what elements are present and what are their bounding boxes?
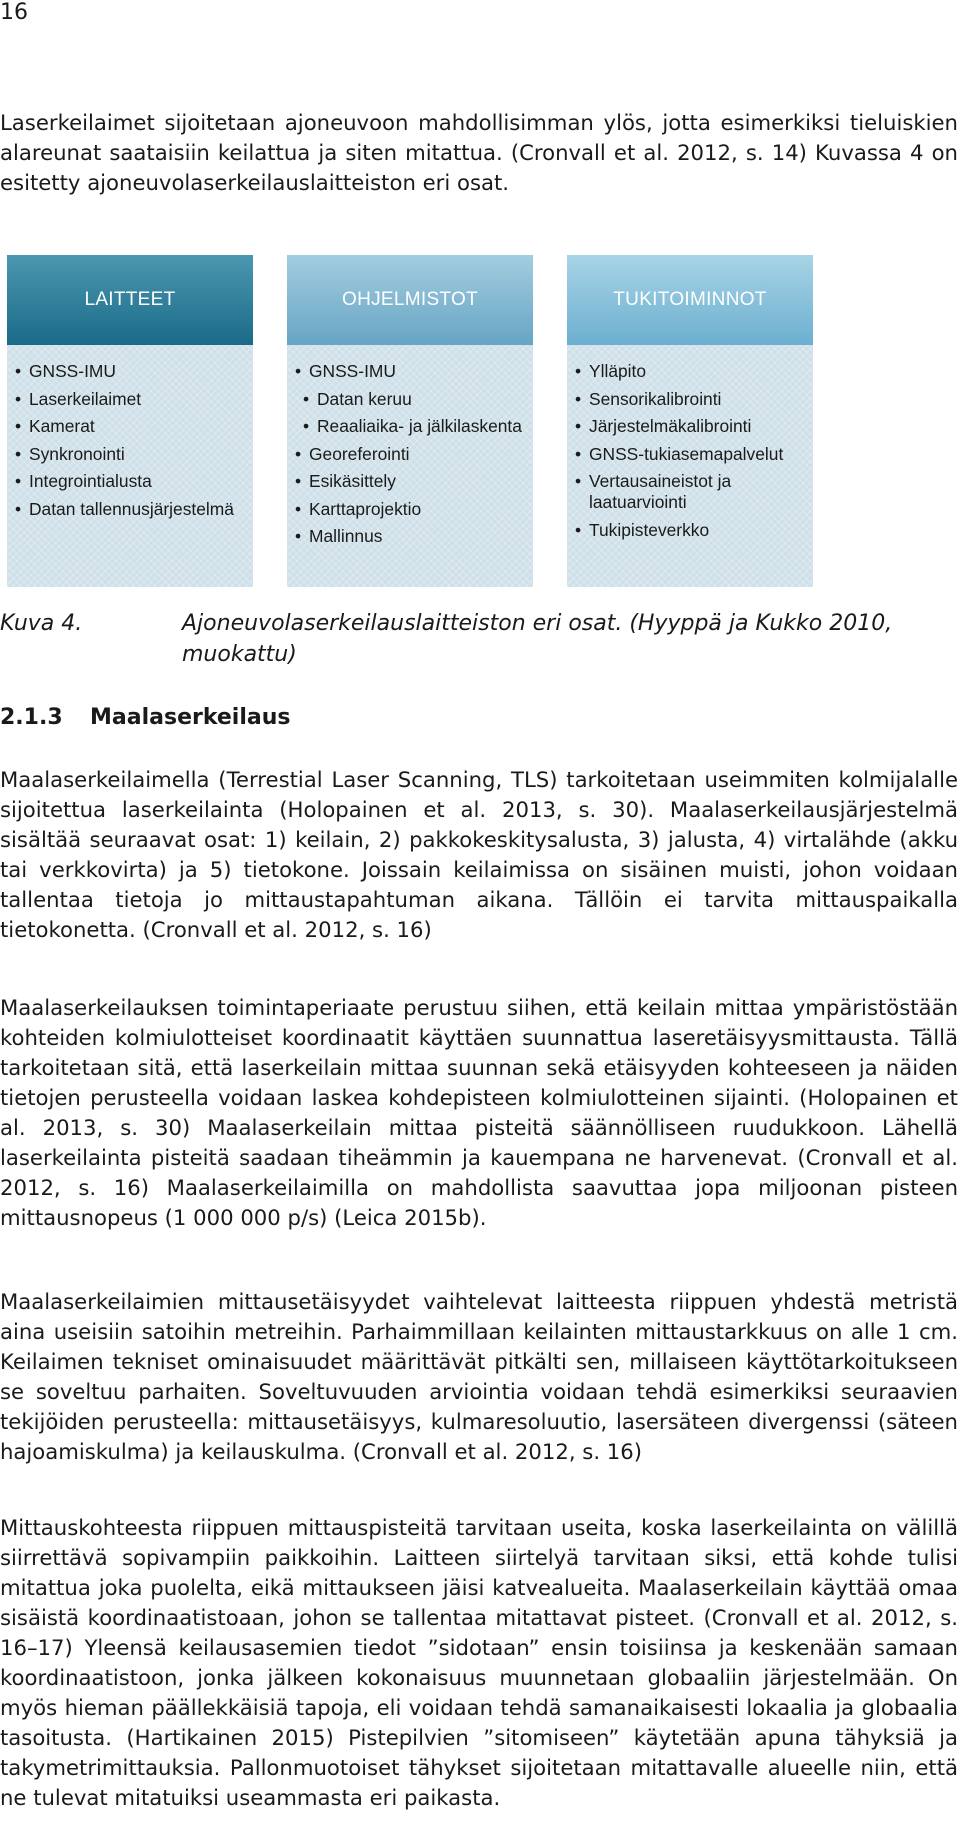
body-paragraph: Maalaserkeilaimien mittausetäisyydet vaihtelevat laitteesta riippuen yhdestä metristä aina useisiin satoihin metreihin. Parhaimmillaan keilainten mittaustarkkuus on alle 1 cm. Keilaimen tekniset ominaisuudet määrittävät pitkälti sen, millaiseen käyttötarkoitukseen se soveltuu parhaiten. Soveltuvuuden arviointia voidaan tehdä esimerkiksi seuraavien tekijöiden perusteella: mittausetäisyys, kulmaresoluutio, lasersäteen divergenssi (säteen hajoamiskulma) ja keilauskulma. (Cronvall et al. 2012, s. 16) bbox=[0, 1289, 958, 1464]
list-item: • Tukipisteverkko bbox=[575, 520, 805, 541]
list-subitem: • Reaaliaika- ja jälkilaskenta bbox=[295, 416, 525, 437]
list-subitem: • Datan keruu bbox=[295, 389, 525, 410]
intro-paragraph: Laserkeilaimet sijoitetaan ajoneuvoon mahdollisimman ylös, jotta esimerkiksi tieluiskien alareunat saataisiin keilattua ja siten mitattua. (Cronvall et al. 2012, s. 14) Kuvassa 4 on esitetty ajoneuvolaserkeilauslaitteiston eri osat. bbox=[0, 110, 958, 195]
column-header: TUKITOIMINNOT bbox=[567, 255, 813, 345]
list-item: • Synkronointi bbox=[15, 444, 245, 465]
list-item: • Karttaprojektio bbox=[295, 499, 525, 520]
list-item: • Ylläpito bbox=[575, 361, 805, 382]
equipment-figure bbox=[0, 255, 960, 587]
list-item: • Sensorikalibrointi bbox=[575, 389, 805, 410]
section-number: 2.1.3 bbox=[0, 705, 63, 730]
list-item: • Georeferointi bbox=[295, 444, 525, 465]
list-item: • GNSS-IMU bbox=[15, 361, 245, 382]
list-item: • GNSS-IMU bbox=[295, 361, 525, 382]
page-number: 16 bbox=[0, 0, 28, 25]
body-paragraph: Mittauskohteesta riippuen mittauspisteitä tarvitaan useita, koska laserkeilainta on välillä siirrettävä sopivampiin paikkoihin. Laitteen siirtelyä tarvitaan siksi, että kohde tulisi mitattua joka puolelta, eikä mittaukseen jäisi katvealueita. Maalaserkeilain käyttää omaa sisäistä koordinaatistoaan, johon se tallentaa mitattavat pisteet. (Cronvall et al. 2012, s. 16–17) Yleensä keilausasemien tiedot ”sidotaan” ensin toisiinsa ja keskenään samaan koordinaatistoon, jonka jälkeen kokonaisuus muunnetaan globaaliin järjestelmään. On myös hieman päällekkäisiä tapoja, eli voidaan tehdä samanaikaisesti lokaalia ja globaalia tasoitusta. (Hartikainen 2015) Pistepilvien ”sitomiseen” käytetään apuna tähyksiä ja takymetrimittauksia. Pallonmuotoiset tähykset sijoitetaan mitattavalle alueelle niin, että ne tulevat mitatuiksi useammasta eri paikasta. bbox=[0, 1515, 958, 1810]
caption-text: Ajoneuvolaserkeilauslaitteiston eri osat. (Hyyppä ja Kukko 2010, muokattu) bbox=[182, 611, 893, 667]
section-heading bbox=[0, 703, 290, 733]
column-header: OHJELMISTOT bbox=[287, 255, 533, 345]
list-item: • Datan tallennusjärjestelmä bbox=[15, 499, 245, 520]
list-item: • Vertausaineistot ja laatuarviointi bbox=[575, 471, 805, 513]
list-item: • Laserkeilaimet bbox=[15, 389, 245, 410]
column-header: LAITTEET bbox=[7, 255, 253, 345]
body-paragraph: Maalaserkeilauksen toimintaperiaate perustuu siihen, että keilain mittaa ympäristöstään kohteiden kolmiulotteiset koordinaatit käyttäen suunnattua laseretäisyysmittausta. Tällä tarkoitetaan sitä, että laserkeilain mittaa suunnan sekä etäisyyden kohteeseen ja näiden tietojen perusteella voidaan laskea kohdepisteen kolmiulotteinen sijainti. (Holopainen et al. 2013, s. 30) Maalaserkeilain mittaa pisteitä säännölliseen ruudukkoon. Lähellä laserkeilainta pisteitä saadaan tiheämmin ja kauempana ne harvenevat. (Cronvall et al. 2012, s. 16) Maalaserkeilaimilla on mahdollista saavuttaa jopa miljoonan pisteen mittausnopeus (1 000 000 p/s) (Leica 2015b). bbox=[0, 995, 958, 1230]
list-item: • Integrointialusta bbox=[15, 471, 245, 492]
section-title: Maalaserkeilaus bbox=[90, 705, 291, 730]
column-list bbox=[287, 345, 533, 547]
column-list bbox=[567, 345, 813, 541]
figure-column-laitteet bbox=[7, 255, 253, 587]
column-list bbox=[7, 345, 253, 520]
list-item: • Järjestelmäkalibrointi bbox=[575, 416, 805, 437]
caption-label: Kuva 4. bbox=[0, 611, 83, 636]
body-paragraph: Maalaserkeilaimella (Terrestial Laser Scanning, TLS) tarkoitetaan useimmiten kolmijalalle sijoitettua laserkeilainta (Holopainen et al. 2013, s. 30). Maalaserkeilausjärjestelmä sisältää seuraavat osat: 1) keilain, 2) pakkokeskitysalusta, 3) jalusta, 4) virtalähde (akku tai verkkovirta) ja 5) tietokone. Joissain keilaimissa on sisäinen muisti, johon voidaan tallentaa tietoja jo mittaustapahtuman aikana. Tällöin ei tarvita mittauspaikalla tietokonetta. (Cronvall et al. 2012, s. 16) bbox=[0, 767, 958, 942]
list-item: • GNSS-tukiasemapalvelut bbox=[575, 444, 805, 465]
list-item: • Esikäsittely bbox=[295, 471, 525, 492]
list-item: • Kamerat bbox=[15, 416, 245, 437]
list-item: • Mallinnus bbox=[295, 526, 525, 547]
figure-column-ohjelmistot bbox=[287, 255, 533, 587]
figure-column-tukitoiminnot bbox=[567, 255, 813, 587]
